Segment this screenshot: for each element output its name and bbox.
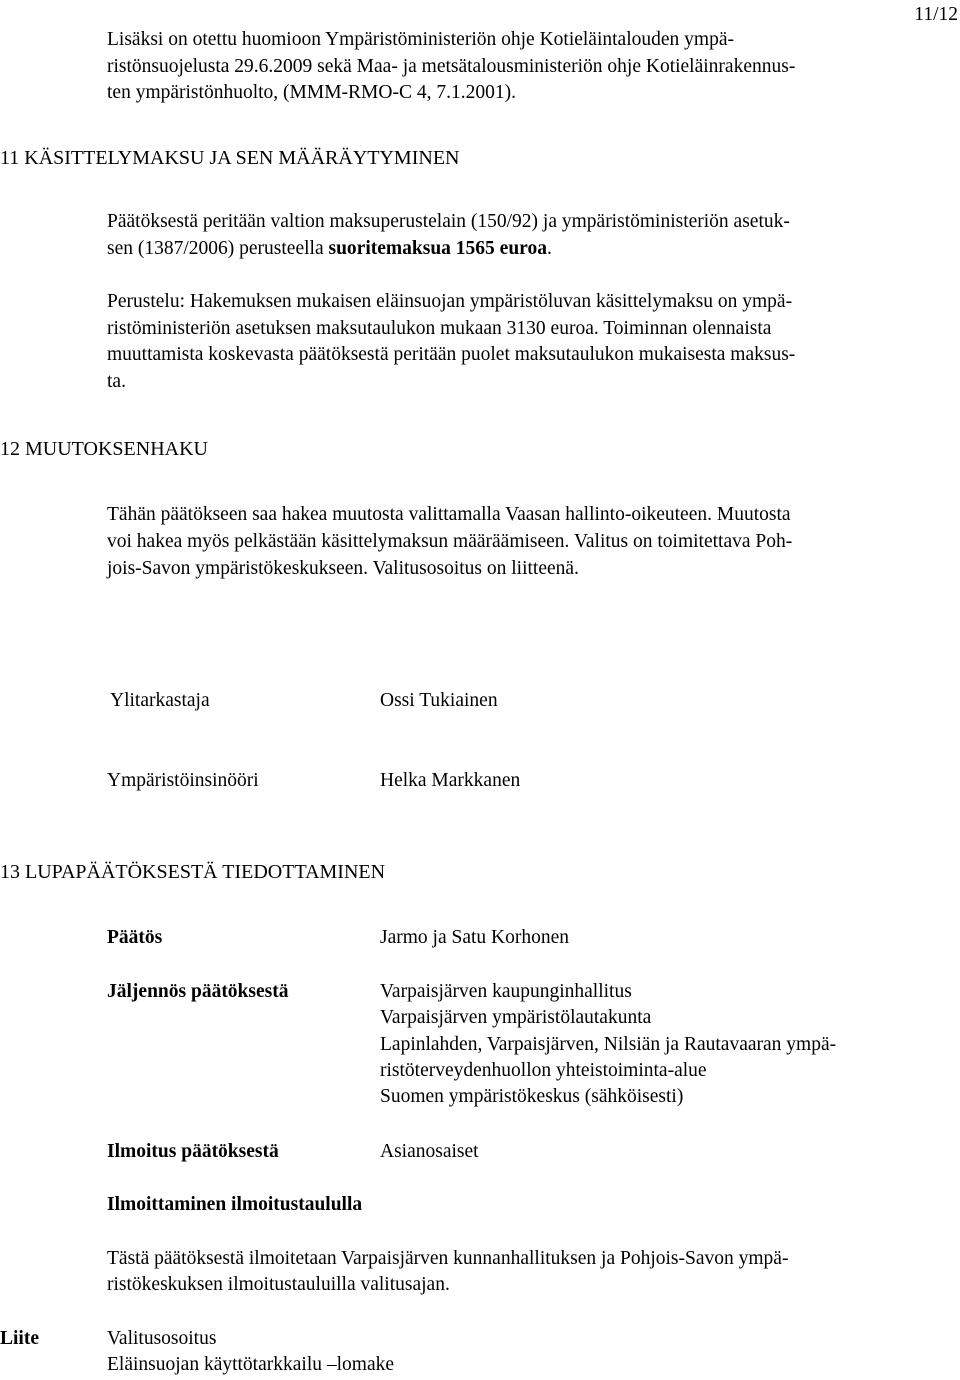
rationale-line-3: muuttamista koskevasta päätöksestä peritään puolet maksutaulukon mukaisesta maksus- xyxy=(107,344,796,365)
fee-paragraph-line-1: Päätöksestä peritään valtion maksuperustelain (150/92) ja ympäristöministeriön asetuk- xyxy=(107,211,790,232)
decision-recipient: Jarmo ja Satu Korhonen xyxy=(380,927,570,948)
appeal-line-3: jois-Savon ympäristökeskukseen. Valitusosoitus on liitteenä. xyxy=(107,558,579,579)
copy-recipient-3: Lapinlahden, Varpaisjärven, Nilsiän ja Rautavaaran ympä- xyxy=(380,1034,837,1055)
page-number: 11/12 xyxy=(914,4,958,25)
notice-label: Ilmoitus päätöksestä xyxy=(107,1141,279,1162)
signature-name-1: Ossi Tukiainen xyxy=(380,690,498,711)
copy-recipient-1: Varpaisjärven kaupunginhallitus xyxy=(380,981,632,1002)
fee-paragraph-line-2 xyxy=(107,236,552,262)
copy-recipient-2: Varpaisjärven ympäristölautakunta xyxy=(380,1007,652,1028)
intro-line-3: ten ympäristönhuolto, (MMM-RMO-C 4, 7.1.2001). xyxy=(107,82,516,103)
signature-title-1: Ylitarkastaja xyxy=(110,690,210,711)
attachment-label: Liite xyxy=(0,1328,39,1349)
intro-line-2: ristönsuojelusta 29.6.2009 sekä Maa- ja metsätalousministeriön ohje Kotieläinrakennus- xyxy=(107,56,796,77)
notice-board-heading: Ilmoittaminen ilmoitustaululla xyxy=(107,1194,363,1215)
intro-line-1: Lisäksi on otettu huomioon Ympäristöministeriön ohje Kotieläintalouden ympä- xyxy=(107,29,734,50)
attachment-item-2: Eläinsuojan käyttötarkkailu –lomake xyxy=(107,1354,395,1375)
signature-title-2: Ympäristöinsinööri xyxy=(107,770,259,791)
section-11-heading: 11 KÄSITTELYMAKSU JA SEN MÄÄRÄYTYMINEN xyxy=(0,147,460,169)
copy-recipient-5: Suomen ympäristökeskus (sähköisesti) xyxy=(380,1086,684,1107)
appeal-line-2: voi hakea myös pelkästään käsittelymaksun määräämiseen. Valitus on toimitettava Poh- xyxy=(107,531,793,552)
copy-label: Jäljennös päätöksestä xyxy=(107,981,289,1002)
section-13-heading: 13 LUPAPÄÄTÖKSESTÄ TIEDOTTAMINEN xyxy=(0,861,386,883)
fee-amount: suoritemaksua 1565 euroa xyxy=(328,238,547,259)
notice-board-line-2: ristökeskuksen ilmoitustauluilla valitusajan. xyxy=(107,1274,450,1295)
attachment-item-1: Valitusosoitus xyxy=(107,1328,217,1349)
fee-text: sen (1387/2006) perusteella xyxy=(107,238,329,259)
fee-period: . xyxy=(546,238,552,259)
rationale-line-4: ta. xyxy=(107,371,126,392)
copy-recipient-4: ristöterveydenhuollon yhteistoiminta-alue xyxy=(380,1060,707,1081)
notice-board-line-1: Tästä päätöksestä ilmoitetaan Varpaisjärven kunnanhallituksen ja Pohjois-Savon ympä- xyxy=(107,1248,789,1269)
rationale-line-1: Perustelu: Hakemuksen mukaisen eläinsuojan ympäristöluvan käsittelymaksu on ympä- xyxy=(107,291,793,312)
decision-label: Päätös xyxy=(107,927,163,948)
rationale-line-2: ristöministeriön asetuksen maksutaulukon mukaan 3130 euroa. Toiminnan olennaista xyxy=(107,318,772,339)
section-12-heading: 12 MUUTOKSENHAKU xyxy=(0,438,208,460)
appeal-line-1: Tähän päätökseen saa hakea muutosta valittamalla Vaasan hallinto-oikeuteen. Muutosta xyxy=(107,504,791,525)
notice-recipient: Asianosaiset xyxy=(380,1141,479,1162)
signature-name-2: Helka Markkanen xyxy=(380,770,521,791)
